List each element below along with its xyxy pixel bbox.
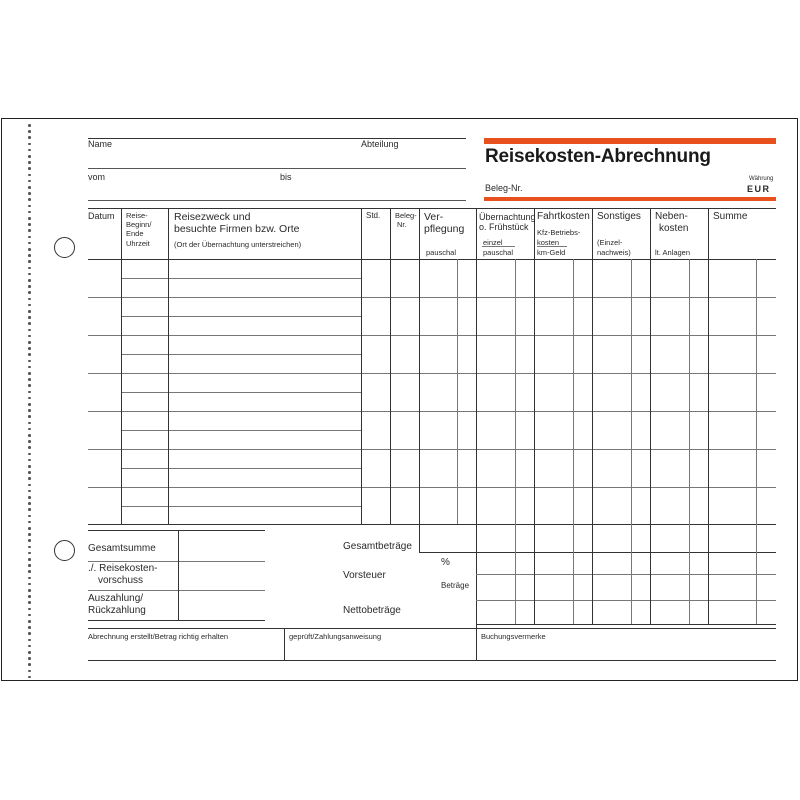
footer-booking-label: Buchungsvermerke <box>481 632 546 641</box>
col-sum: Summe <box>713 211 748 222</box>
perforation-dot <box>28 428 31 431</box>
perforation-dot <box>28 415 31 418</box>
perforation-dot <box>28 229 31 232</box>
perforation-dot <box>28 124 31 127</box>
subcolumn-rule <box>515 259 516 524</box>
date-range-line[interactable] <box>88 200 466 201</box>
totals-subcolumn-rule <box>515 552 516 624</box>
perforation-dot <box>28 143 31 146</box>
col-lodging-sub1: einzel <box>483 238 503 247</box>
perforation-dot <box>28 316 31 319</box>
perforation-dot <box>28 663 31 666</box>
perforation-dot <box>28 322 31 325</box>
totals-column-rule <box>592 552 593 624</box>
col-trip-start-2: Beginn/ <box>126 220 152 229</box>
payout-rule <box>88 620 265 621</box>
perforation-dot <box>28 223 31 226</box>
currency-value: EUR <box>747 184 771 194</box>
perforation-dot <box>28 304 31 307</box>
perforation-dot <box>28 360 31 363</box>
perforation-dot <box>28 384 31 387</box>
perforation-dot <box>28 186 31 189</box>
perforation-dot <box>28 546 31 549</box>
totals-subcolumn-rule <box>689 552 690 624</box>
column-rule <box>476 208 477 524</box>
perforation-dot <box>28 397 31 400</box>
row-rule-date <box>88 373 121 374</box>
footer-column-rule <box>476 624 477 660</box>
column-rule <box>419 208 420 524</box>
col-date: Datum <box>88 211 115 221</box>
from-label: vom <box>88 172 106 182</box>
row-rule-date <box>88 449 121 450</box>
punch-hole-bottom <box>54 540 75 561</box>
perforation-dot <box>28 651 31 654</box>
subcolumn-rule <box>689 524 690 552</box>
subcolumn-rule <box>631 259 632 524</box>
row-rule-date <box>88 297 121 298</box>
amounts-label: Beträge <box>441 581 470 590</box>
perforation-dot <box>28 353 31 356</box>
perforation-dot <box>28 446 31 449</box>
perforation-dot <box>28 670 31 673</box>
vat-rule <box>476 574 776 575</box>
perforation-dot <box>28 205 31 208</box>
col-purpose-note: (Ort der Übernachtung unterstreichen) <box>174 240 302 249</box>
perforation-dot <box>28 409 31 412</box>
column-rule <box>650 208 651 524</box>
advance-label-2: vorschuss <box>98 575 144 586</box>
table-header-rule <box>88 259 776 260</box>
footer-bottom-rule <box>88 660 776 661</box>
row-rule <box>121 335 776 336</box>
col-lodging-sub2: pauschal <box>483 248 514 257</box>
perforation-dot <box>28 558 31 561</box>
col-purpose-2: besuchte Firmen bzw. Orte <box>174 223 300 235</box>
net-rule <box>476 624 776 625</box>
footer-checked-label: geprüft/Zahlungsanweisung <box>289 632 382 641</box>
perforation-dot <box>28 291 31 294</box>
perforation-dot <box>28 180 31 183</box>
perforation-dot <box>28 521 31 524</box>
perforation-dot <box>28 608 31 611</box>
table-body-bottom-rule <box>88 524 776 525</box>
col-other: Sonstiges <box>597 211 641 222</box>
subrow-rule <box>121 430 361 431</box>
percent-label: % <box>441 557 450 568</box>
perforation-dot <box>28 366 31 369</box>
row-rule-date <box>88 487 121 488</box>
perforation-dot <box>28 657 31 660</box>
perforation-dot <box>28 198 31 201</box>
perforation-dot <box>28 217 31 220</box>
department-label: Abteilung <box>361 139 399 149</box>
perforation-dot <box>28 490 31 493</box>
col-meals-2: pflegung <box>424 223 465 235</box>
perforation-dot <box>28 601 31 604</box>
col-side-1: Neben- <box>655 211 688 222</box>
subrow-rule <box>121 506 361 507</box>
perforation-dot <box>28 595 31 598</box>
punch-hole-top <box>54 237 75 258</box>
col-side-sub: lt. Anlagen <box>655 248 691 257</box>
name-field-line[interactable] <box>88 168 466 169</box>
row-rule-date <box>88 411 121 412</box>
perforation-dot <box>28 471 31 474</box>
perforation-dot <box>28 632 31 635</box>
perforation-dot <box>28 378 31 381</box>
totals-value-column-rule <box>178 530 179 620</box>
perforation-dot <box>28 589 31 592</box>
perforation-dot <box>28 161 31 164</box>
subcolumn-rule <box>631 524 632 552</box>
column-rule <box>592 208 593 524</box>
grand-total-top-rule <box>88 530 265 531</box>
perforation-dot <box>28 496 31 499</box>
subcolumn-rule <box>457 259 458 524</box>
subcolumn-rule <box>756 524 757 552</box>
payout-label-1: Auszahlung/ <box>88 593 144 604</box>
title-accent-bar <box>484 138 776 144</box>
perforation-dot <box>28 192 31 195</box>
subrow-rule <box>121 468 361 469</box>
net-label: Nettobeträge <box>343 605 401 616</box>
row-rule <box>121 373 776 374</box>
grand-total-rule <box>88 561 265 562</box>
perforation-dot <box>28 577 31 580</box>
table-top-rule <box>88 208 776 209</box>
payout-label-2: Rückzahlung <box>88 605 146 616</box>
perforation-dot <box>28 254 31 257</box>
perforation-dot <box>28 211 31 214</box>
name-line <box>88 138 466 139</box>
subcolumn-rule <box>756 259 757 524</box>
totals-subcolumn-rule <box>573 552 574 624</box>
perforation-dot <box>28 310 31 313</box>
perforation-dot <box>28 465 31 468</box>
perforation-dot <box>28 539 31 542</box>
perforation-dot <box>28 136 31 139</box>
perforation-dot <box>28 639 31 642</box>
col-receipt-2: Nr. <box>397 220 407 229</box>
perforation-dot <box>28 583 31 586</box>
perforation-dot <box>28 372 31 375</box>
col-purpose-1: Reisezweck und <box>174 211 251 223</box>
subcolumn-rule <box>573 259 574 524</box>
perforation-dot <box>28 645 31 648</box>
col-trip-start-1: Reise- <box>126 211 148 220</box>
col-other-sub2: nachweis) <box>597 248 631 257</box>
perforation-dot <box>28 236 31 239</box>
perforation-dot <box>28 285 31 288</box>
perforation-dot <box>28 167 31 170</box>
perforation-dot <box>28 508 31 511</box>
row-rule-date <box>88 335 121 336</box>
perforation-dot <box>28 155 31 158</box>
perforation-dot <box>28 260 31 263</box>
perforation-dot <box>28 570 31 573</box>
column-rule <box>121 208 122 524</box>
column-rule <box>361 208 362 524</box>
perforation-dot <box>28 620 31 623</box>
gross-bottom-rule <box>419 552 776 553</box>
vat-label: Vorsteuer <box>343 570 386 581</box>
col-side-2: kosten <box>659 223 689 234</box>
advance-label-1: ./. Reisekosten- <box>88 563 158 574</box>
perforation-dot <box>28 422 31 425</box>
column-rule <box>650 524 651 552</box>
col-hours: Std. <box>366 211 381 220</box>
row-rule <box>121 411 776 412</box>
subrow-rule <box>121 278 361 279</box>
perforation-dot <box>28 341 31 344</box>
title-bottom-bar <box>484 197 776 201</box>
perforation-dot <box>28 335 31 338</box>
col-travel: Fahrtkosten <box>537 211 590 222</box>
currency-label: Währung <box>749 176 774 182</box>
perforation-dot <box>28 174 31 177</box>
perforation-dot <box>28 453 31 456</box>
footer-top-rule <box>88 628 776 629</box>
column-rule <box>708 208 709 524</box>
perforation-dot <box>28 329 31 332</box>
col-travel-sub2: kosten <box>537 238 560 247</box>
totals-subcolumn-rule <box>631 552 632 624</box>
subcolumn-rule <box>515 524 516 552</box>
perforation-dot <box>28 267 31 270</box>
perforation-dot <box>28 626 31 629</box>
row-rule <box>121 487 776 488</box>
grand-total-label: Gesamtsumme <box>88 543 156 554</box>
advance-rule <box>88 590 265 591</box>
totals-column-rule <box>708 552 709 624</box>
row-rule <box>121 449 776 450</box>
name-label: Name <box>88 139 113 149</box>
col-travel-sub1: Kfz-Betriebs- <box>537 228 581 237</box>
col-other-sub1: (Einzel- <box>597 238 623 247</box>
perforation-dot <box>28 552 31 555</box>
perforation-dot <box>28 676 31 679</box>
perforation-dot <box>28 484 31 487</box>
col-travel-sub3: km-Geld <box>537 248 566 257</box>
totals-column-rule <box>650 552 651 624</box>
column-rule <box>534 208 535 524</box>
perforation-dot <box>28 564 31 567</box>
perforation-dot <box>28 477 31 480</box>
gross-column-rule <box>419 524 420 552</box>
subcolumn-rule <box>689 259 690 524</box>
totals-subcolumn-rule <box>756 552 757 624</box>
column-rule <box>534 524 535 552</box>
perforation-dot <box>28 459 31 462</box>
perforation-dot <box>28 403 31 406</box>
perforation-dot <box>28 391 31 394</box>
perforation-dot <box>28 533 31 536</box>
column-rule <box>168 208 169 524</box>
col-meals-sub: pauschal <box>426 248 457 257</box>
perforation-dot <box>28 347 31 350</box>
perforation-dot <box>28 440 31 443</box>
gross-label: Gesamtbeträge <box>343 541 412 552</box>
vat-sub-rule <box>476 600 776 601</box>
perforation-dot <box>28 248 31 251</box>
perforation-dot <box>28 242 31 245</box>
subrow-rule <box>121 316 361 317</box>
perforation-dot <box>28 279 31 282</box>
form-title: Reisekosten-Abrechnung <box>485 146 711 167</box>
perforation-dot <box>28 527 31 530</box>
perforation-dot <box>28 149 31 152</box>
column-rule <box>592 524 593 552</box>
perforation-dot <box>28 614 31 617</box>
col-trip-start-4: Uhrzeit <box>126 239 150 248</box>
column-rule <box>390 208 391 524</box>
col-lodging-1: Übernachtung <box>479 212 536 222</box>
subrow-rule <box>121 354 361 355</box>
subrow-rule <box>121 392 361 393</box>
column-rule <box>708 524 709 552</box>
perforation-dot <box>28 130 31 133</box>
footer-created-label: Abrechnung erstellt/Betrag richtig erhalten <box>88 632 229 641</box>
perforation-dot <box>28 502 31 505</box>
col-trip-start-3: Ende <box>126 229 144 238</box>
col-lodging-2: o. Frühstück <box>479 222 529 232</box>
perforation-dot <box>28 273 31 276</box>
perforation-dot <box>28 434 31 437</box>
col-meals-1: Ver- <box>424 211 444 223</box>
perforation-dot <box>28 515 31 518</box>
perforation-dot <box>28 298 31 301</box>
to-label: bis <box>280 172 292 182</box>
subcolumn-rule <box>573 524 574 552</box>
footer-column-rule <box>284 628 285 660</box>
totals-column-rule <box>534 552 535 624</box>
row-rule <box>121 297 776 298</box>
receipt-no-label: Beleg-Nr. <box>485 183 523 193</box>
col-receipt-1: Beleg- <box>395 211 417 220</box>
